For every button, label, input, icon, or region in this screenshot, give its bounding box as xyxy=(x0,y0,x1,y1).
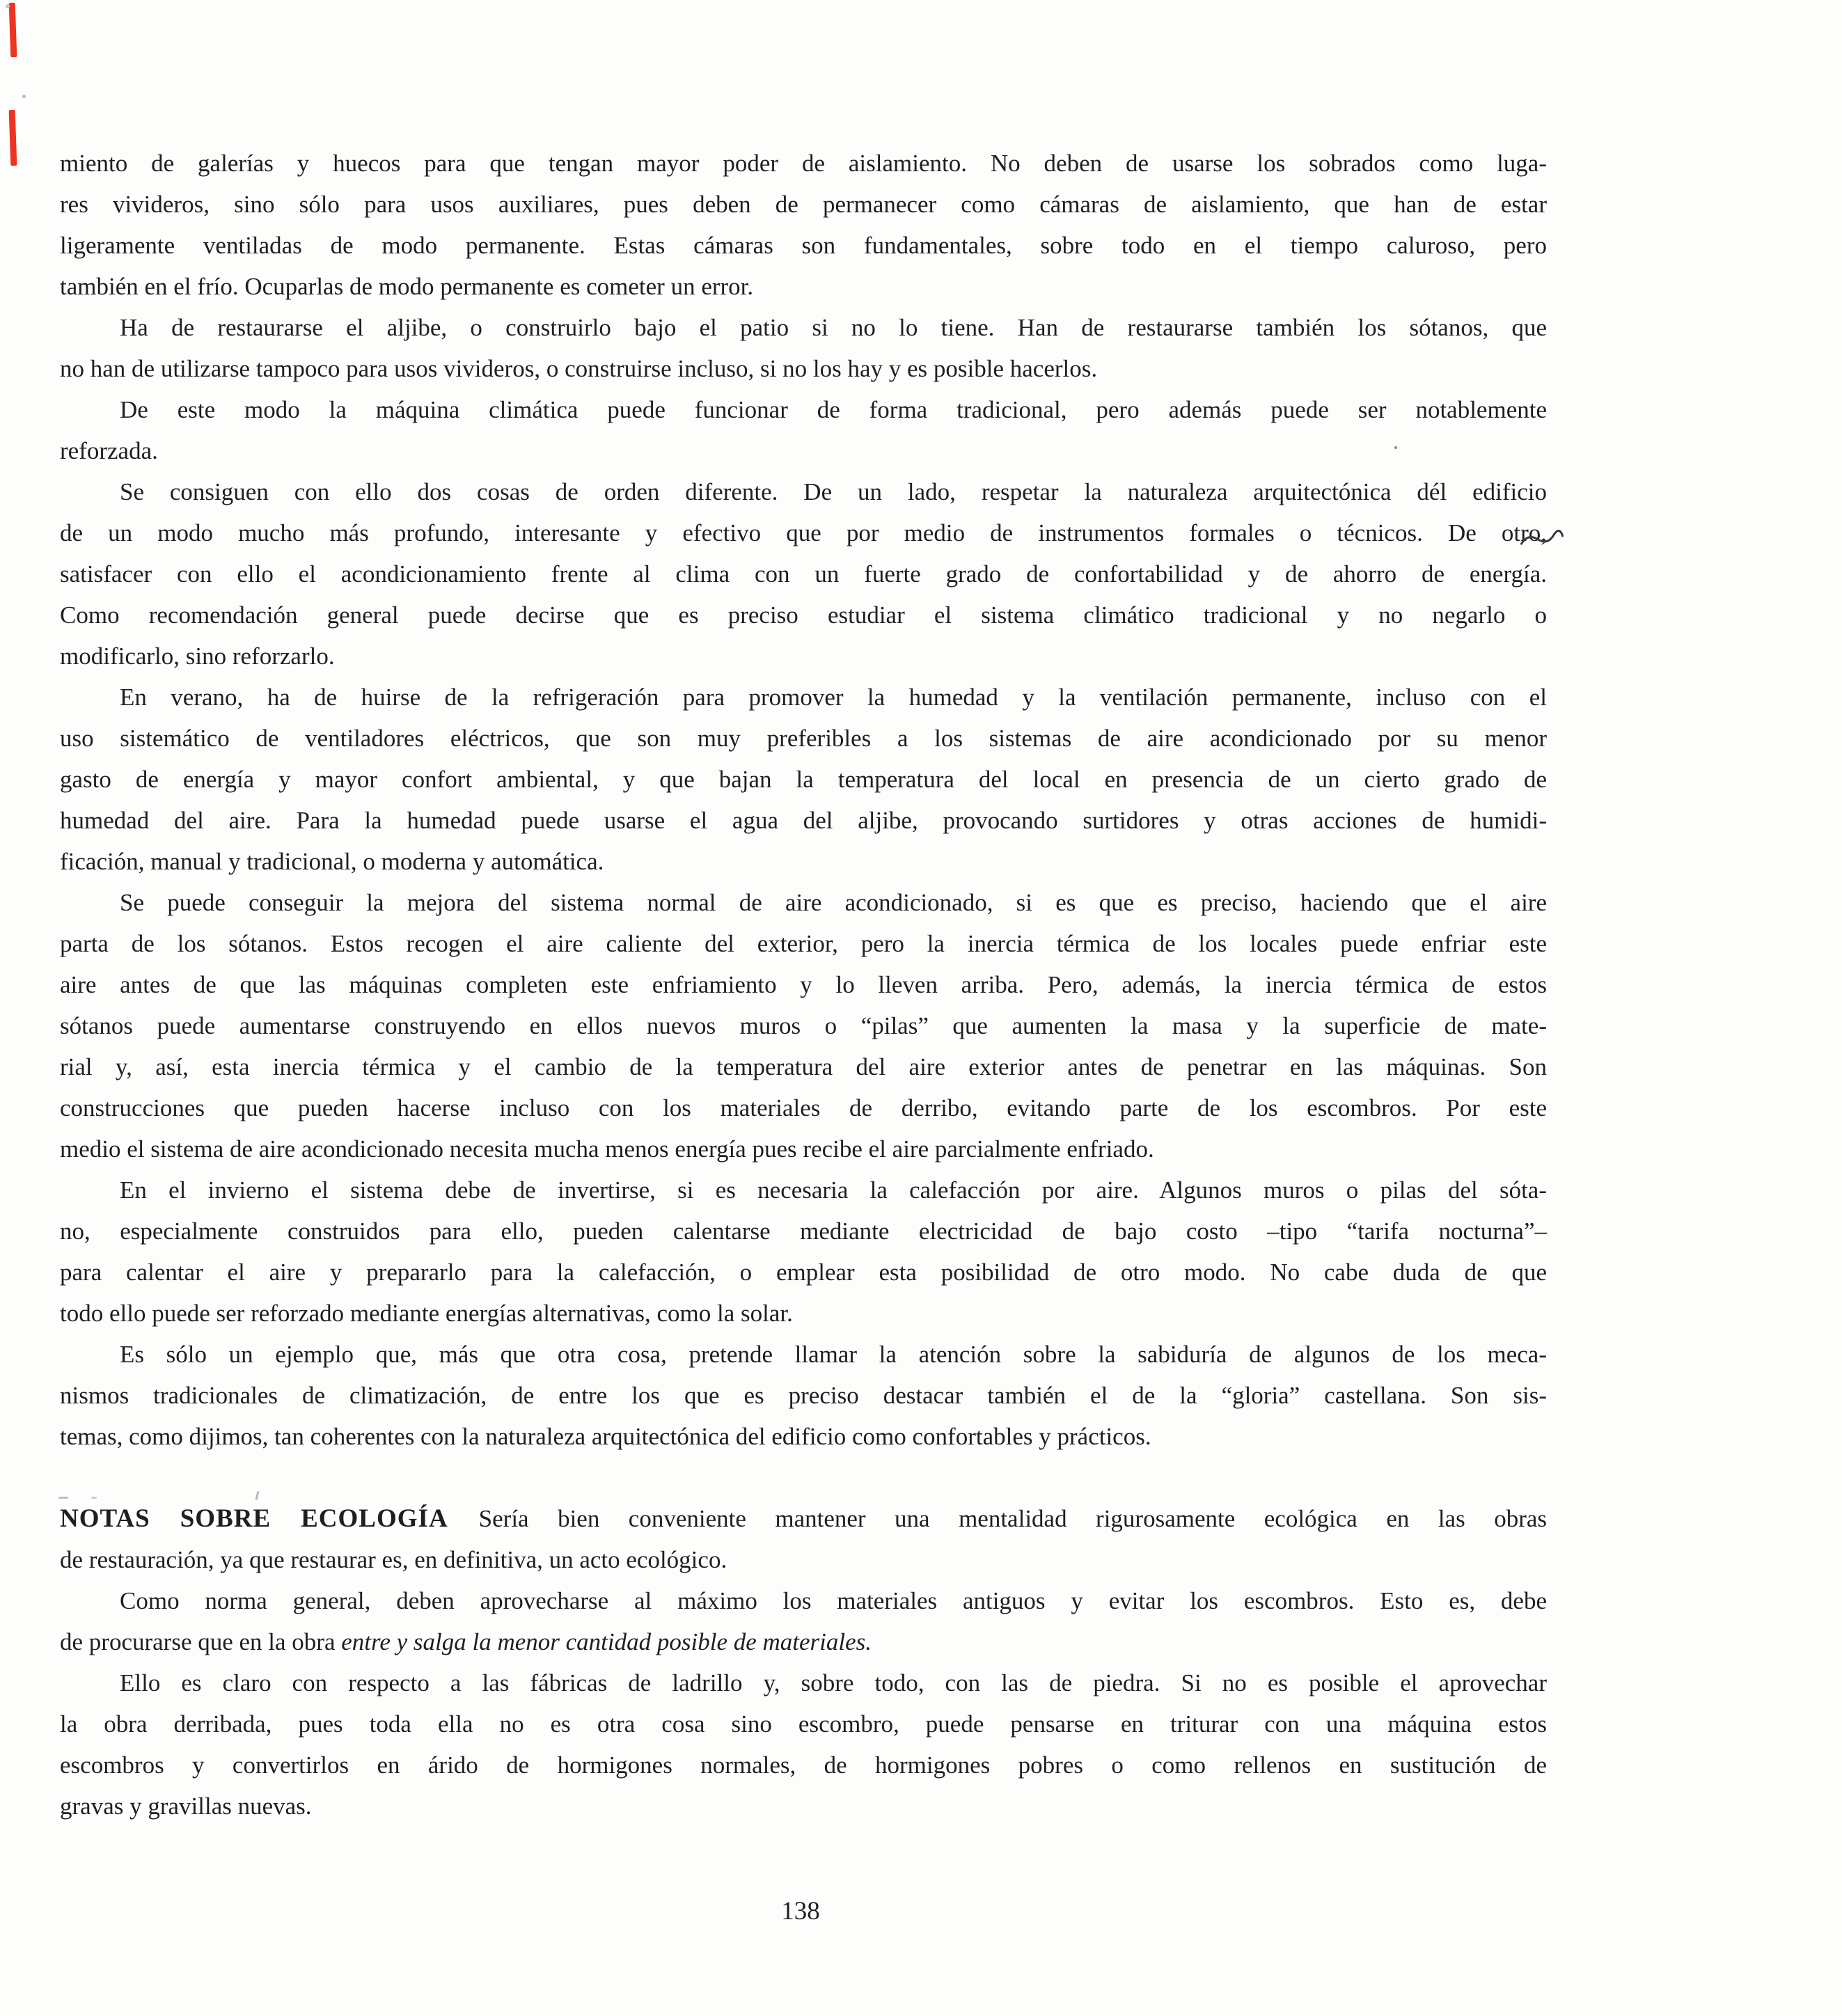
text-line xyxy=(60,1375,1547,1416)
text-run: Se consiguen con ello dos cosas de orden diferente. De un lado, respetar la naturaleza arquitectónica dél edificio xyxy=(120,478,1547,505)
text-run: escombros y convertirlos en árido de hormigones normales, de hormigones pobres o como rellenos en sustitución de xyxy=(60,1751,1547,1779)
text-run: ligeramente ventiladas de modo permanente. Estas cámaras son fundamentales, sobre todo en el tiempo caluroso, pero xyxy=(60,232,1547,259)
text-run: Sería bien conveniente mantener una mentalidad rigurosamente ecológica en las obras xyxy=(478,1505,1547,1532)
text-run: medio el sistema de aire acondicionado necesita mucha menos energía pues recibe el aire parcialmente enfriado. xyxy=(60,1135,1154,1163)
pen-squiggle-mark xyxy=(1518,527,1566,553)
text-line xyxy=(60,471,1547,512)
red-margin-mark xyxy=(9,110,17,166)
text-line xyxy=(60,1621,1547,1662)
text-block xyxy=(60,143,1547,1827)
text-line xyxy=(60,389,1547,430)
text-run: reforzada. xyxy=(60,437,158,464)
text-run: no han de utilizarse tampoco para usos vivideros, o construirse incluso, si no los hay y es posible hacerlos. xyxy=(60,355,1098,382)
text-run: miento de galerías y huecos para que tengan mayor poder de aislamiento. No deben de usarse los sobrados como luga- xyxy=(60,150,1547,177)
text-run: aire antes de que las máquinas completen este enfriamiento y lo lleven arriba. Pero, además, la inercia térmica de estos xyxy=(60,971,1547,998)
text-run: temas, como dijimos, tan coherentes con la naturaleza arquitectónica del edificio como confortables y prácticos. xyxy=(60,1423,1151,1450)
text-line xyxy=(60,1005,1547,1046)
text-line xyxy=(60,307,1547,348)
text-line xyxy=(60,1662,1547,1703)
text-run: de restauración, ya que restaurar es, en definitiva, un acto ecológico. xyxy=(60,1546,727,1573)
text-line xyxy=(60,1703,1547,1745)
text-line xyxy=(60,718,1547,759)
text-line xyxy=(60,1211,1547,1252)
body-paragraph xyxy=(60,143,1547,307)
text-run: gasto de energía y mayor confort ambiental, y que bajan la temperatura del local en presencia de un cierto grado de xyxy=(60,766,1547,793)
page-number: 138 xyxy=(781,1897,820,1926)
text-run: En el invierno el sistema debe de invertirse, si es necesaria la calefacción por aire. Algunos muros o pilas del sóta- xyxy=(120,1176,1547,1204)
section-heading: NOTAS SOBRE ECOLOGÍA xyxy=(60,1504,448,1533)
text-run: En verano, ha de huirse de la refrigeración para promover la humedad y la ventilación permanente, incluso con el xyxy=(120,684,1547,711)
text-line xyxy=(60,225,1547,266)
text-line xyxy=(60,1786,1547,1827)
text-line xyxy=(60,1498,1547,1539)
text-line xyxy=(60,184,1547,225)
text-line xyxy=(60,677,1547,718)
scan-speck xyxy=(6,4,10,8)
text-run: De este modo la máquina climática puede funcionar de forma tradicional, pero además puede ser notablemente xyxy=(120,396,1547,423)
body-paragraph xyxy=(60,389,1547,471)
text-run: parta de los sótanos. Estos recogen el aire caliente del exterior, pero la inercia térmica de los locales puede enfriar este xyxy=(60,930,1547,957)
text-line xyxy=(60,841,1547,882)
text-run: uso sistemático de ventiladores eléctricos, que son muy preferibles a los sistemas de aire acondicionado por su menor xyxy=(60,725,1547,752)
body-paragraph xyxy=(60,1170,1547,1334)
text-run: humedad del aire. Para la humedad puede usarse el agua del aljibe, provocando surtidores y otras acciones de humidi- xyxy=(60,807,1547,834)
text-line xyxy=(60,800,1547,841)
text-run: Ello es claro con respecto a las fábricas de ladrillo y, sobre todo, con las de piedra. Si no es posible el aprovechar xyxy=(120,1669,1547,1696)
text-run: sótanos puede aumentarse construyendo en ellos nuevos muros o “pilas” que aumenten la masa y la superficie de mate- xyxy=(60,1012,1547,1039)
text-run: de procurarse que en la obra xyxy=(60,1628,342,1655)
text-run: construcciones que pueden hacerse incluso con los materiales de derribo, evitando parte de los escombros. Por este xyxy=(60,1094,1547,1121)
body-paragraph xyxy=(60,1580,1547,1662)
text-line xyxy=(60,594,1547,636)
text-run: para calentar el aire y prepararlo para la calefacción, o emplear esta posibilidad de otro modo. No cabe duda de que xyxy=(60,1259,1547,1286)
text-run: todo ello puede ser reforzado mediante energías alternativas, como la solar. xyxy=(60,1300,793,1327)
heading-paragraph xyxy=(60,1498,1547,1580)
text-run: de un modo mucho más profundo, interesante y efectivo que por medio de instrumentos formales o técnicos. De otro, xyxy=(60,519,1547,546)
text-line xyxy=(60,1252,1547,1293)
body-paragraph xyxy=(60,677,1547,882)
scan-speck xyxy=(22,95,26,98)
text-run: la obra derribada, pues toda ella no es otra cosa sino escombro, puede pensarse en triturar con una máquina estos xyxy=(60,1710,1547,1738)
body-paragraph xyxy=(60,307,1547,389)
text-run: modificarlo, sino reforzarlo. xyxy=(60,643,335,670)
text-line xyxy=(60,553,1547,594)
text-run: Como norma general, deben aprovecharse al máximo los materiales antiguos y evitar los escombros. Esto es, debe xyxy=(120,1587,1547,1614)
text-run: Se puede conseguir la mejora del sistema normal de aire acondicionado, si es que es preciso, haciendo que el aire xyxy=(120,889,1547,916)
text-line xyxy=(60,512,1547,553)
text-run: rial y, así, esta inercia térmica y el cambio de la temperatura del aire exterior antes de penetrar en las máquinas. Son xyxy=(60,1053,1547,1080)
body-paragraph xyxy=(60,882,1547,1170)
text-line xyxy=(60,430,1547,471)
text-run: también en el frío. Ocuparlas de modo permanente es cometer un error. xyxy=(60,273,754,300)
red-margin-mark xyxy=(9,3,17,57)
text-line xyxy=(60,1170,1547,1211)
text-line xyxy=(60,882,1547,923)
text-line xyxy=(60,143,1547,184)
text-run: satisfacer con ello el acondicionamiento frente al clima con un fuerte grado de confortabilidad y de ahorro de energía. xyxy=(60,560,1547,588)
text-line xyxy=(60,636,1547,677)
text-run: nismos tradicionales de climatización, de entre los que es preciso destacar también el de la “gloria” castellana. Son sis- xyxy=(60,1382,1547,1409)
italic-phrase: entre y salga la menor cantidad posible de materiales. xyxy=(341,1628,872,1655)
text-line xyxy=(60,964,1547,1005)
text-run: gravas y gravillas nuevas. xyxy=(60,1793,312,1820)
text-run: no, especialmente construidos para ello, pueden calentarse mediante electricidad de bajo costo –tipo “tarifa nocturna”– xyxy=(60,1218,1547,1245)
text-line xyxy=(60,759,1547,800)
text-line xyxy=(60,1416,1547,1457)
text-line xyxy=(60,1334,1547,1375)
text-line xyxy=(60,1745,1547,1786)
body-paragraph xyxy=(60,471,1547,677)
text-line xyxy=(60,348,1547,389)
text-line xyxy=(60,1128,1547,1170)
text-line xyxy=(60,1539,1547,1580)
text-line xyxy=(60,1046,1547,1087)
text-line xyxy=(60,1293,1547,1334)
text-line xyxy=(60,1087,1547,1128)
text-run: res vivideros, sino sólo para usos auxiliares, pues deben de permanecer como cámaras de aislamiento, que han de estar xyxy=(60,191,1547,218)
text-run: ficación, manual y tradicional, o moderna y automática. xyxy=(60,848,604,875)
text-line xyxy=(60,923,1547,964)
body-paragraph xyxy=(60,1334,1547,1457)
text-run: Como recomendación general puede decirse que es preciso estudiar el sistema climático tradicional y no negarlo o xyxy=(60,601,1547,629)
body-paragraph xyxy=(60,1662,1547,1827)
text-run: Es sólo un ejemplo que, más que otra cosa, pretende llamar la atención sobre la sabiduría de algunos de los meca- xyxy=(120,1341,1547,1368)
text-run: Ha de restaurarse el aljibe, o construirlo bajo el patio si no lo tiene. Han de restaurarse también los sótanos, que xyxy=(120,314,1547,341)
text-line xyxy=(60,1580,1547,1621)
text-line xyxy=(60,266,1547,307)
